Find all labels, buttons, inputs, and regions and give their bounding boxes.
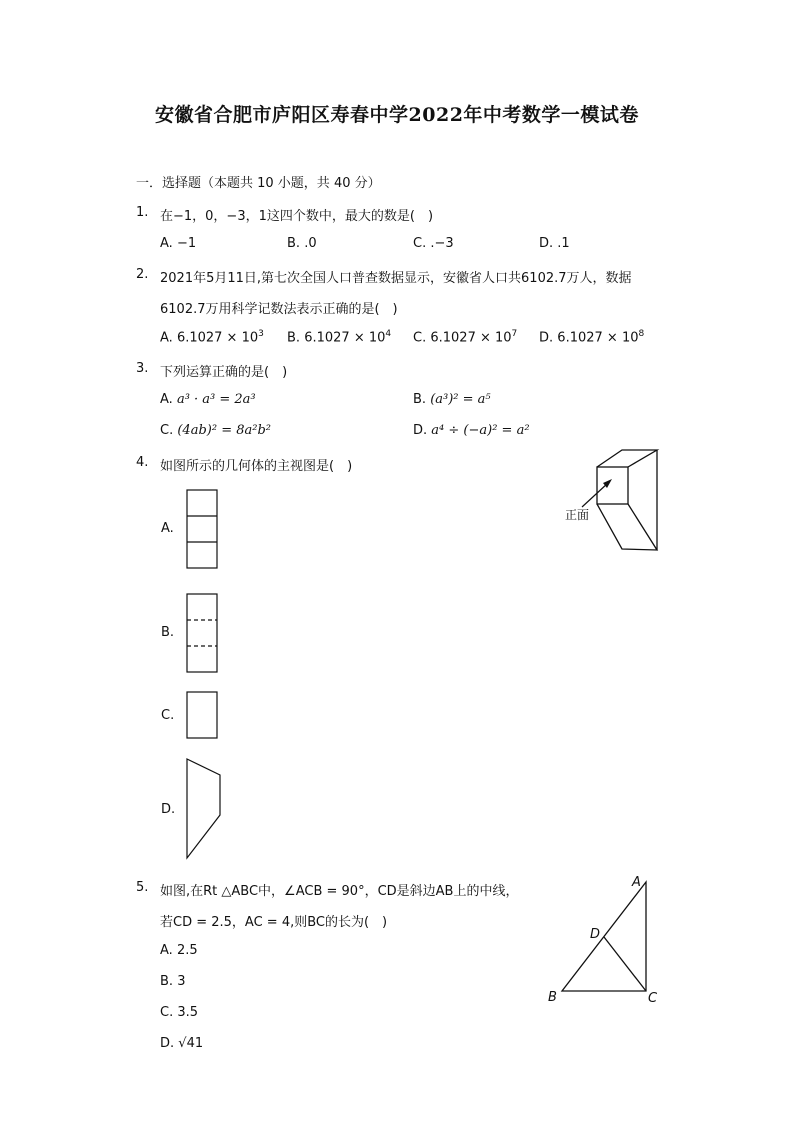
option-label: C. <box>160 1005 174 1020</box>
question-2-line-2: 6102.7万用科学记数法表示正确的是( ) <box>160 302 398 317</box>
question-number: 5. <box>136 880 149 895</box>
option-value: (a³)² = a⁵ <box>430 392 491 407</box>
q4-option-a-figure <box>186 489 220 571</box>
q2-option-a <box>160 329 264 345</box>
option-value: a⁴ ÷ (−a)² = a² <box>431 423 530 438</box>
point-b-label: B <box>548 990 557 1005</box>
question-number: 3. <box>136 361 149 376</box>
q3-option-c <box>160 423 271 438</box>
question-3-text: 下列运算正确的是( ) <box>160 365 288 380</box>
option-label: C. <box>413 236 427 251</box>
q5-option-c <box>160 1005 198 1020</box>
question-5-line-1: 如图,在Rt △ABC中，∠ACB = 90°，CD是斜边AB上的中线， <box>160 884 519 899</box>
option-label: C. <box>413 330 427 346</box>
q4-option-a-label: A. <box>161 521 174 536</box>
point-c-label: C <box>648 991 658 1006</box>
option-exponent: 4 <box>385 329 392 339</box>
q1-option-a <box>160 236 196 251</box>
solid-figure <box>560 445 664 557</box>
question-1-text: 在−1，0，−3，1这四个数中，最大的数是( ) <box>160 209 434 224</box>
option-label: B. <box>287 236 301 251</box>
section-heading: 一．选择题（本题共 10 小题，共 40 分） <box>136 176 381 191</box>
q4-option-d-figure <box>185 757 225 861</box>
option-label: B. <box>160 974 174 989</box>
option-value: (4ab)² = 8a²b² <box>177 423 271 438</box>
option-value: √41 <box>178 1036 204 1051</box>
option-value: .−3 <box>430 236 454 251</box>
option-value: 3 <box>177 974 186 989</box>
q4-option-c-label: C. <box>161 708 175 723</box>
q3-option-b <box>413 392 491 407</box>
q5-option-a <box>160 943 198 958</box>
q1-option-b <box>287 236 317 251</box>
q2-option-c <box>413 329 517 345</box>
option-base: 6.1027 × 10 <box>176 330 259 346</box>
question-2-line-1: 2021年5月11日,第七次全国人口普查数据显示，安徽省人口共6102.7万人，数据 <box>160 271 632 286</box>
q4-option-b-label: B. <box>161 625 175 640</box>
option-label: D. <box>413 423 428 438</box>
triangle-figure <box>540 870 670 1010</box>
q3-option-d <box>413 423 530 438</box>
point-a-label: A <box>632 875 641 890</box>
option-label: D. <box>539 330 554 346</box>
front-label: 正面 <box>565 508 590 522</box>
option-label: A. <box>160 392 173 407</box>
option-value: .0 <box>304 236 317 251</box>
option-label: A. <box>160 943 173 958</box>
q4-option-b-figure <box>186 593 220 675</box>
option-value: −1 <box>176 236 197 251</box>
question-4-text: 如图所示的几何体的主视图是( ) <box>160 459 353 474</box>
option-label: A. <box>160 330 173 346</box>
q5-option-d <box>160 1036 203 1051</box>
option-exponent: 3 <box>258 329 264 339</box>
q1-option-c <box>413 236 454 251</box>
option-base: 6.1027 × 10 <box>430 330 512 346</box>
q1-option-d <box>539 236 570 251</box>
option-value: .1 <box>557 236 570 251</box>
option-label: D. <box>160 1036 175 1051</box>
exam-title: 安徽省合肥市庐阳区寿春中学2022年中考数学一模试卷 <box>155 104 639 126</box>
q5-option-b <box>160 974 185 989</box>
option-value: 3.5 <box>177 1005 199 1020</box>
option-label: D. <box>539 236 554 251</box>
option-label: A. <box>160 236 173 251</box>
question-5-line-2: 若CD = 2.5，AC = 4,则BC的长为( ) <box>160 915 388 930</box>
q3-option-a <box>160 392 256 407</box>
q2-option-d <box>539 329 644 345</box>
top-face <box>597 450 657 467</box>
option-exponent: 8 <box>638 329 645 339</box>
question-number: 4. <box>136 455 149 470</box>
option-value: 2.5 <box>176 943 198 958</box>
option-value: a³ · a³ = 2a³ <box>176 392 256 407</box>
option-label: C. <box>160 423 174 438</box>
median-cd <box>604 937 646 991</box>
q2-option-b <box>287 329 391 345</box>
q4-option-c-figure <box>186 691 220 741</box>
question-number: 2. <box>136 267 149 282</box>
slant-face <box>597 504 657 550</box>
option-base: 6.1027 × 10 <box>304 330 386 346</box>
q4-option-d-label: D. <box>161 802 176 817</box>
option-base: 6.1027 × 10 <box>557 330 639 346</box>
option-label: B. <box>413 392 427 407</box>
front-face <box>597 467 628 504</box>
point-d-label: D <box>590 927 601 942</box>
option-exponent: 7 <box>511 329 518 339</box>
question-number: 1. <box>136 205 149 220</box>
option-label: B. <box>287 330 301 346</box>
